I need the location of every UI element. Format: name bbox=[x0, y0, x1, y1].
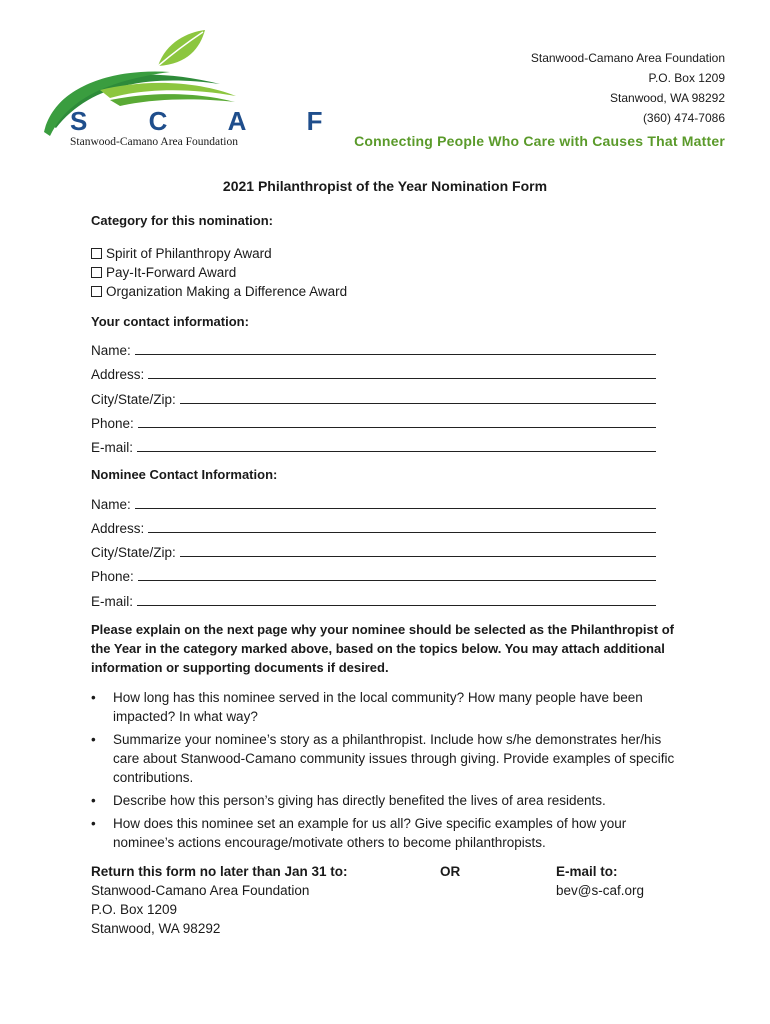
explain-paragraph: Please explain on the next page why your nominee should be selected as the Philanthropist of the Year in the category marked above, based on the topics below. You may attach additional information or supporting documents if desired. bbox=[91, 622, 674, 675]
category-options bbox=[91, 244, 347, 301]
email-link[interactable]: bev@s-caf.org bbox=[556, 883, 644, 898]
address-phone: (360) 474-7086 bbox=[642, 111, 725, 125]
email-block bbox=[556, 862, 644, 900]
contact-heading: Your contact information: bbox=[91, 314, 249, 329]
field-label: E-mail: bbox=[91, 594, 134, 609]
address-city: Stanwood, WA 98292 bbox=[610, 91, 725, 105]
field-label: Name: bbox=[91, 343, 131, 358]
return-address-block bbox=[91, 862, 348, 938]
fill-line[interactable] bbox=[137, 438, 656, 452]
or-label: OR bbox=[440, 864, 461, 879]
contact-address-field[interactable] bbox=[91, 362, 656, 382]
checkbox-icon[interactable] bbox=[91, 248, 102, 259]
address-po-box: P.O. Box 1209 bbox=[648, 71, 725, 85]
nominee-email-field[interactable] bbox=[91, 589, 656, 609]
checkbox-icon[interactable] bbox=[91, 267, 102, 278]
fill-line[interactable] bbox=[148, 519, 656, 533]
field-label: City/State/Zip: bbox=[91, 545, 176, 560]
form-title: 2021 Philanthropist of the Year Nomination Form bbox=[222, 178, 548, 194]
tagline: Connecting People Who Care with Causes That Matter bbox=[354, 133, 725, 149]
fill-line[interactable] bbox=[137, 592, 656, 606]
contact-email-field[interactable] bbox=[91, 435, 656, 455]
contact-city-field[interactable] bbox=[91, 387, 656, 407]
address-block bbox=[531, 48, 725, 128]
nominee-phone-field[interactable] bbox=[91, 564, 656, 584]
list-item: • Describe how this person’s giving has directly benefited the lives of area residents. bbox=[91, 791, 691, 810]
nominee-address-field[interactable] bbox=[91, 516, 656, 536]
nominee-heading: Nominee Contact Information: bbox=[91, 467, 278, 482]
fill-line[interactable] bbox=[138, 414, 656, 428]
category-option-label: Spirit of Philanthropy Award bbox=[106, 246, 272, 261]
category-option-label: Organization Making a Difference Award bbox=[106, 284, 348, 299]
or-block bbox=[440, 862, 460, 881]
contact-phone-field[interactable] bbox=[91, 411, 656, 431]
list-item: • How does this nominee set an example for us all? Give specific examples of how your nominee’s actions encourage/motivate others to become philanthropists. bbox=[91, 814, 691, 852]
category-option[interactable] bbox=[91, 263, 347, 282]
field-label: E-mail: bbox=[91, 440, 134, 455]
logo-org-name: Stanwood-Camano Area Foundation bbox=[70, 136, 239, 148]
field-label: Address: bbox=[91, 521, 145, 536]
field-label: Name: bbox=[91, 497, 131, 512]
category-option[interactable] bbox=[91, 282, 347, 301]
list-item: • How long has this nominee served in the local community? How many people have been impacted? In what way? bbox=[91, 688, 691, 726]
address-org: Stanwood-Camano Area Foundation bbox=[530, 51, 725, 65]
checkbox-icon[interactable] bbox=[91, 286, 102, 297]
list-item: • Summarize your nominee’s story as a philanthropist. Include how s/he demonstrates her/his care about Stanwood-Camano community issues through giving. Provide examples of specific contributions. bbox=[91, 730, 691, 787]
return-org: Stanwood-Camano Area Foundation bbox=[91, 883, 310, 898]
logo-letters: S C A F bbox=[70, 106, 350, 136]
fill-line[interactable] bbox=[135, 495, 656, 509]
fill-line[interactable] bbox=[135, 341, 656, 355]
nominee-name-field[interactable] bbox=[91, 492, 656, 512]
return-city: Stanwood, WA 98292 bbox=[91, 921, 221, 936]
fill-line[interactable] bbox=[148, 365, 656, 379]
field-label: Phone: bbox=[91, 569, 134, 584]
field-label: City/State/Zip: bbox=[91, 392, 176, 407]
field-label: Phone: bbox=[91, 416, 134, 431]
category-option[interactable] bbox=[91, 244, 347, 263]
return-po-box: P.O. Box 1209 bbox=[91, 902, 178, 917]
fill-line[interactable] bbox=[180, 390, 656, 404]
fill-line[interactable] bbox=[180, 543, 656, 557]
category-option-label: Pay-It-Forward Award bbox=[106, 265, 237, 280]
contact-name-field[interactable] bbox=[91, 338, 656, 358]
category-heading: Category for this nomination: bbox=[91, 213, 273, 228]
return-heading: Return this form no later than Jan 31 to: bbox=[91, 864, 348, 879]
topic-list bbox=[91, 688, 691, 856]
field-label: Address: bbox=[91, 367, 145, 382]
email-heading: E-mail to: bbox=[556, 864, 618, 879]
nominee-city-field[interactable] bbox=[91, 540, 656, 560]
fill-line[interactable] bbox=[138, 567, 656, 581]
